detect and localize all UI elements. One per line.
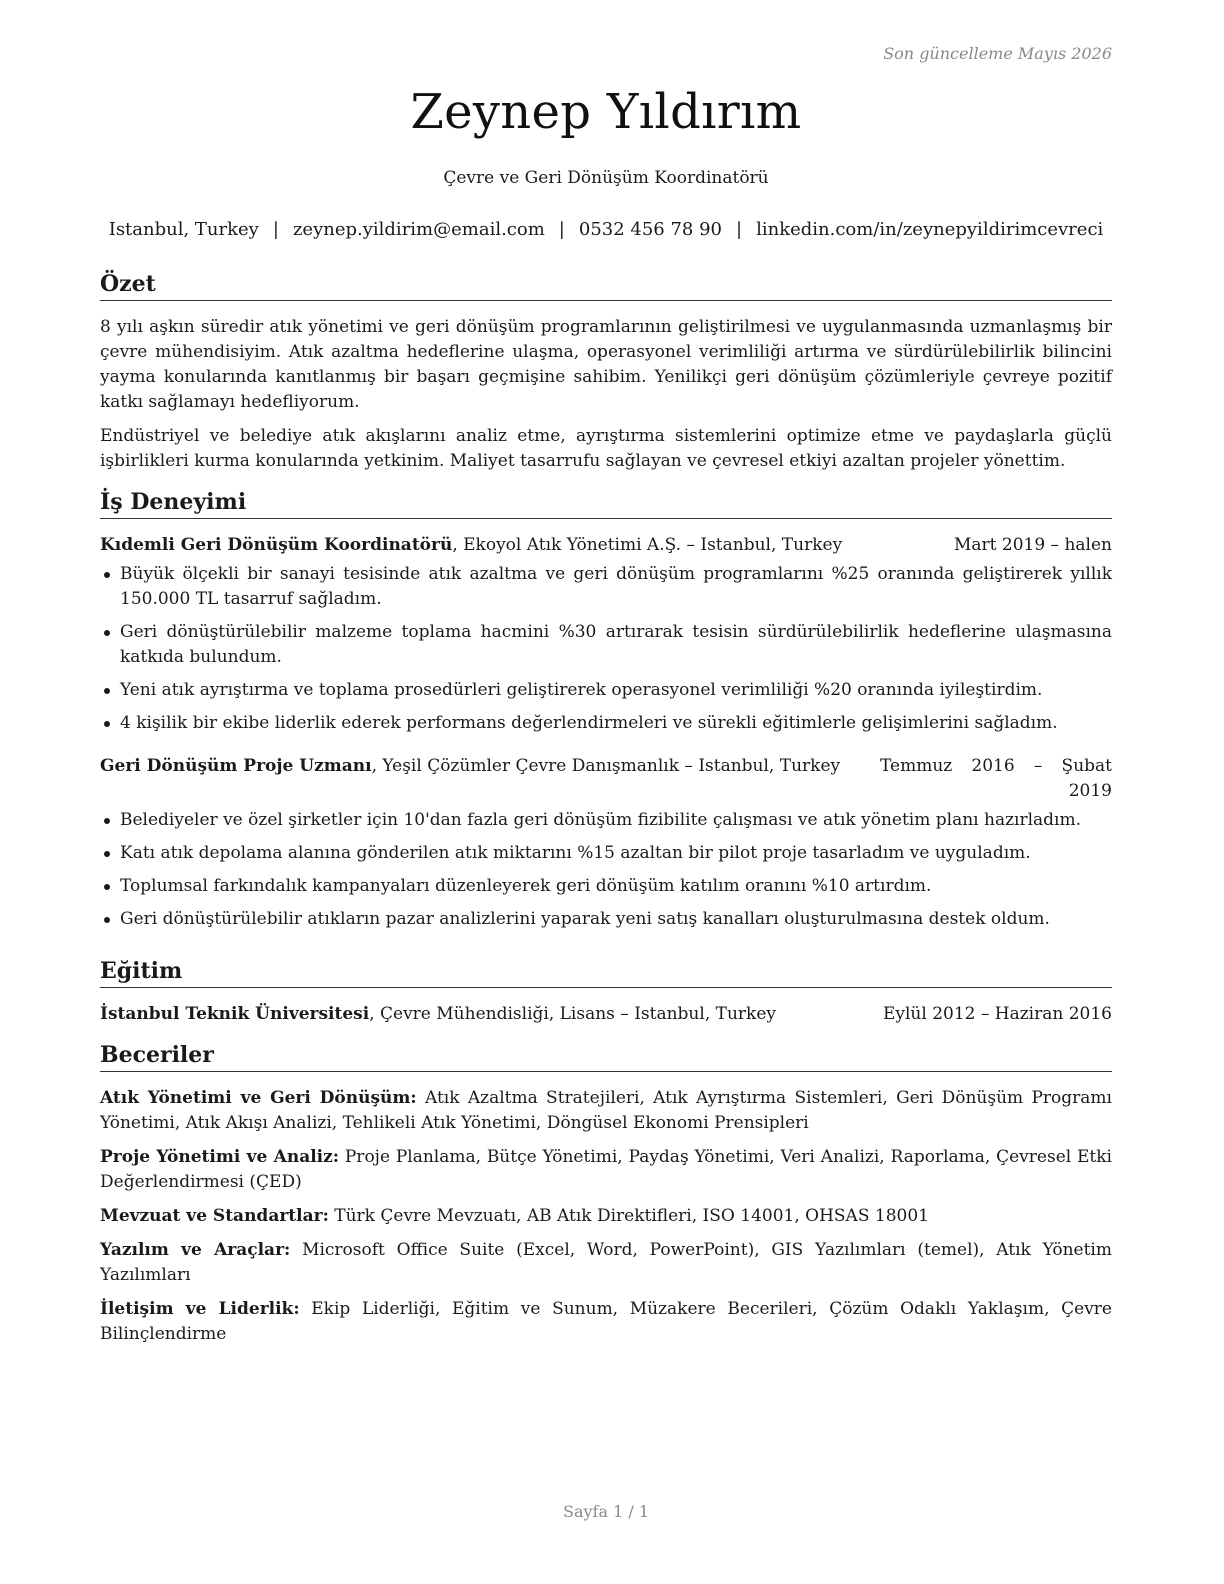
section-title-experience: İş Deneyimi xyxy=(100,488,1112,519)
job-role: Geri Dönüşüm Proje Uzmanı xyxy=(100,756,372,776)
job-company: , Ekoyol Atık Yönetimi A.Ş. – Istanbul, Turkey xyxy=(452,535,843,555)
section-title-summary: Özet xyxy=(100,270,1112,301)
contact-linkedin[interactable]: linkedin.com/in/zeynepyildirimcevreci xyxy=(756,219,1104,240)
job-company: , Yeşil Çözümler Çevre Danışmanlık – Istanbul, Turkey xyxy=(371,756,841,776)
contact-separator: | xyxy=(272,219,279,240)
education-dates: Eylül 2012 – Haziran 2016 xyxy=(882,1004,1112,1024)
job-dates: Temmuz 2016 – Şubat 2019 xyxy=(880,756,1112,801)
page-number: Sayfa 1 / 1 xyxy=(562,1502,649,1521)
candidate-name: Zeynep Yıldırım xyxy=(410,84,802,140)
education-detail: , Çevre Mühendisliği, Lisans – Istanbul, Turkey xyxy=(369,1004,777,1024)
education-school: İstanbul Teknik Üniversitesi xyxy=(100,1004,370,1024)
education-school-detail xyxy=(100,1002,776,1027)
skill-group-text: Atık Azaltma Stratejileri, Atık Ayrıştırma Sistemleri, Geri Dönüşüm Programı Yönetimi, Atık Akışı Analizi, Tehlikeli Atık Yönetimi, Döngüsel Ekonomi Prensipleri xyxy=(100,1088,1112,1133)
job-bullet: Yeni atık ayrıştırma ve toplama prosedürleri geliştirerek operasyonel verimliliği %20 oranında iyileştirdim. xyxy=(100,678,1112,703)
job-entry xyxy=(100,533,1112,736)
skill-group-text: Microsoft Office Suite (Excel, Word, PowerPoint), GIS Yazılımları (temel), Atık Yönetim Yazılımları xyxy=(100,1240,1112,1285)
job-bullet: Belediyeler ve özel şirketler için 10'dan fazla geri dönüşüm fizibilite çalışması ve atık yönetim planı hazırladım. xyxy=(100,808,1112,833)
skill-group xyxy=(100,1297,1112,1347)
job-bullet: Geri dönüştürülebilir malzeme toplama hacmini %30 artırarak tesisin sürdürülebilirlik hedeflerine ulaşmasına katkıda bulundum. xyxy=(100,620,1112,670)
education-section xyxy=(100,957,1112,1031)
summary-section xyxy=(100,270,1112,483)
job-bullet: Büyük ölçekli bir sanayi tesisinde atık azaltma ve geri dönüşüm programlarını %25 oranında geliştirerek yıllık 150.000 TL tasarruf sağladım. xyxy=(100,562,1112,612)
contact-line xyxy=(100,219,1112,240)
experience-section xyxy=(100,488,1112,940)
job-bullet: Toplumsal farkındalık kampanyaları düzenleyerek geri dönüşüm katılım oranını %10 artırdım. xyxy=(100,874,1112,899)
skills-section xyxy=(100,1041,1112,1356)
skill-group-label: Mevzuat ve Standartlar: xyxy=(100,1206,329,1226)
job-bullet: Geri dönüştürülebilir atıkların pazar analizlerini yaparak yeni satış kanalları oluşturulmasına destek oldum. xyxy=(100,907,1112,932)
summary-paragraph: 8 yılı aşkın süredir atık yönetimi ve geri dönüşüm programlarının geliştirilmesi ve uygulanmasında uzmanlaşmış bir çevre mühendisiyim. Atık azaltma hedeflerine ulaşma, operasyonel verimliliği artırma ve sürdürülebilirlik bilincini yayma konularında kanıtlanmış bir başarı geçmişine sahibim. Yenilikçi geri dönüşüm çözümleriyle çevreye pozitif katkı sağlamayı hedefliyorum. xyxy=(100,317,1112,412)
skill-group-label: Atık Yönetimi ve Geri Dönüşüm: xyxy=(100,1088,417,1108)
job-bullets xyxy=(100,562,1112,736)
candidate-headline: Çevre ve Geri Dönüşüm Koordinatörü xyxy=(443,168,769,188)
contact-separator: | xyxy=(736,219,743,240)
job-bullet: 4 kişilik bir ekibe liderlik ederek performans değerlendirmeleri ve sürekli eğitimlerle gelişimlerini sağladım. xyxy=(100,711,1112,736)
job-header xyxy=(100,533,1112,558)
education-entry xyxy=(100,1002,1112,1027)
skill-group-label: Yazılım ve Araçlar: xyxy=(100,1240,291,1260)
job-header xyxy=(100,754,1112,804)
skill-group xyxy=(100,1145,1112,1195)
skill-group xyxy=(100,1238,1112,1288)
job-role: Kıdemli Geri Dönüşüm Koordinatörü xyxy=(100,535,453,555)
contact-separator: | xyxy=(558,219,565,240)
contact-phone: 0532 456 78 90 xyxy=(578,219,723,240)
section-title-education: Eğitim xyxy=(100,957,1112,988)
job-dates: Mart 2019 – halen xyxy=(953,535,1112,555)
job-bullets xyxy=(100,808,1112,932)
resume-page xyxy=(100,0,1112,1584)
last-updated: Son güncelleme Mayıs 2026 xyxy=(883,44,1112,63)
skill-group-text: Ekip Liderliği, Eğitim ve Sunum, Müzakere Becerileri, Çözüm Odaklı Yaklaşım, Çevre Bilinçlendirme xyxy=(100,1299,1112,1344)
job-bullet: Katı atık depolama alanına gönderilen atık miktarını %15 azaltan bir pilot proje tasarladım ve uyguladım. xyxy=(100,841,1112,866)
skill-group xyxy=(100,1086,1112,1136)
job-role-company xyxy=(100,754,840,804)
section-title-skills: Beceriler xyxy=(100,1041,1112,1072)
skill-group-text: Proje Planlama, Bütçe Yönetimi, Paydaş Yönetimi, Veri Analizi, Raporlama, Çevresel Etki Değerlendirmesi (ÇED) xyxy=(100,1147,1112,1192)
contact-location: Istanbul, Turkey xyxy=(108,219,259,240)
summary-paragraph: Endüstriyel ve belediye atık akışlarını analiz etme, ayrıştırma sistemlerini optimize etme ve paydaşlarla güçlü işbirlikleri kurma konularında yetkinim. Maliyet tasarrufu sağlayan ve çevresel etkiyi azaltan projeler yönettim. xyxy=(100,426,1112,471)
skill-group-label: Proje Yönetimi ve Analiz: xyxy=(100,1147,340,1167)
skill-group-text: Türk Çevre Mevzuatı, AB Atık Direktifleri, ISO 14001, OHSAS 18001 xyxy=(328,1206,929,1226)
job-role-company xyxy=(100,533,842,558)
skill-group-label: İletişim ve Liderlik: xyxy=(100,1299,300,1319)
contact-email[interactable]: zeynep.yildirim@email.com xyxy=(292,219,545,240)
skill-group xyxy=(100,1204,1112,1229)
job-entry xyxy=(100,754,1112,932)
